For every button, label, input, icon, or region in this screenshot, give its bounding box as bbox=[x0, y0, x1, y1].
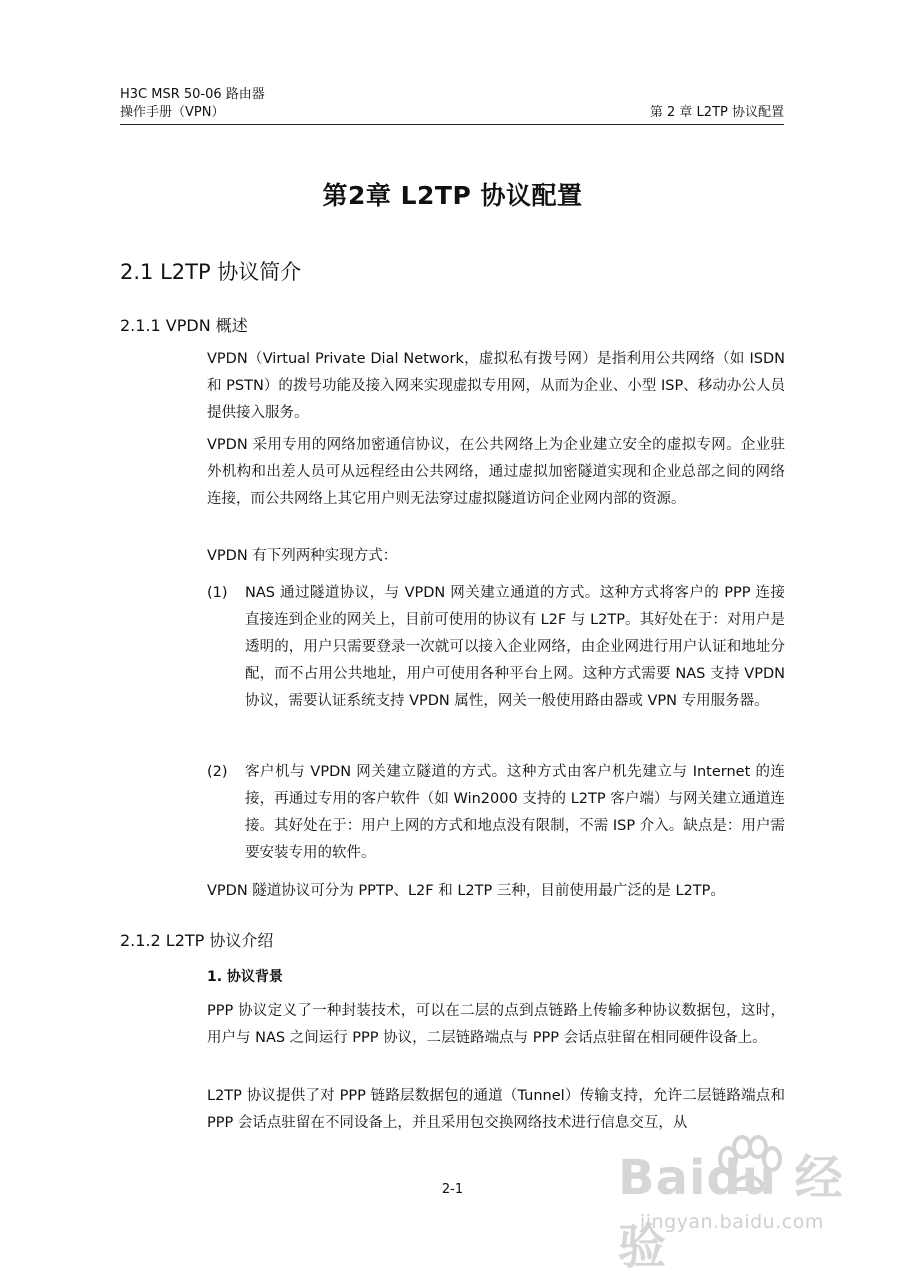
list-item-text: NAS 通过隧道协议，与 VPDN 网关建立通道的方式。这种方式将客户的 PPP 连接直接连到企业的网关上，目前可使用的协议有 L2F 与 L2TP。其好处在于：对用户是透明的，用户只需要登录一次就可以接入企业网络，由企业网进行用户认证和地址分配，而不占用公共地址，用户可使用各种平台上网。这种方式需要 NAS 支持 VPDN 协议，需要认证系统支持 VPDN 属性，网关一般使用路由器或 VPN 专用服务器。 bbox=[245, 585, 785, 709]
subsection-heading-l2tp: 2.1.2 L2TP 协议介绍 bbox=[120, 931, 274, 950]
header-divider bbox=[120, 124, 784, 125]
list-item-number: (1) bbox=[207, 585, 228, 601]
list-item-2 bbox=[207, 759, 785, 871]
paragraph-vpdn-methods-intro: VPDN 有下列两种实现方式： bbox=[207, 548, 398, 564]
section-heading: 2.1 L2TP 协议简介 bbox=[120, 260, 302, 284]
page-number: 2-1 bbox=[441, 1182, 464, 1197]
subsection-heading-vpdn: 2.1.1 VPDN 概述 bbox=[120, 316, 248, 335]
header-left bbox=[120, 86, 265, 122]
header-manual: 操作手册（VPN） bbox=[120, 105, 225, 120]
paragraph-ppp: PPP 协议定义了一种封装技术，可以在二层的点到点链路上传输多种协议数据包，这时，用户与 NAS 之间运行 PPP 协议，二层链路端点与 PPP 会话点驻留在相同硬件设备上。 bbox=[207, 1003, 785, 1046]
header-product: H3C MSR 50-06 路由器 bbox=[120, 87, 265, 102]
paragraph-vpdn-definition: VPDN（Virtual Private Dial Network，虚拟私有拨号网）是指利用公共网络（如 ISDN 和 PSTN）的拨号功能及接入网来实现虚拟专用网，从而为企业、小型 ISP、移动办公人员提供接入服务。 bbox=[207, 351, 785, 421]
chapter-title: 第2章 L2TP 协议配置 bbox=[322, 181, 583, 210]
list-item-1 bbox=[207, 580, 785, 745]
list-item-text: 客户机与 VPDN 网关建立隧道的方式。这种方式由客户机先建立与 Internet 的连接，再通过专用的客户软件（如 Win2000 支持的 L2TP 客户端）与网关建立通道连接。其好处在于：用户上网的方式和地点没有限制，不需 ISP 介入。缺点是：用户需要安装专用的软件。 bbox=[245, 764, 785, 861]
header-chapter-ref: 第 2 章 L2TP 协议配置 bbox=[649, 105, 784, 120]
sub-heading-protocol-background: 1. 协议背景 bbox=[207, 969, 283, 985]
watermark-url: jingyan.baidu.com bbox=[640, 1211, 824, 1233]
paragraph-vpdn-security: VPDN 采用专用的网络加密通信协议，在公共网络上为企业建立安全的虚拟专网。企业驻外机构和出差人员可从远程经由公共网络，通过虚拟加密隧道实现和企业总部之间的网络连接，而公共网络上其它用户则无法穿过虚拟隧道访问企业网内部的资源。 bbox=[207, 437, 785, 507]
paragraph-vpdn-protocols: VPDN 隧道协议可分为 PPTP、L2F 和 L2TP 三种，目前使用最广泛的是 L2TP。 bbox=[207, 883, 725, 899]
list-item-number: (2) bbox=[207, 764, 228, 780]
paragraph-l2tp: L2TP 协议提供了对 PPP 链路层数据包的通道（Tunnel）传输支持，允许二层链路端点和 PPP 会话点驻留在不同设备上，并且采用包交换网络技术进行信息交互，从 bbox=[207, 1088, 785, 1131]
baidu-watermark bbox=[600, 1125, 880, 1275]
watermark-brand: Baidu 经验 bbox=[618, 1150, 844, 1275]
